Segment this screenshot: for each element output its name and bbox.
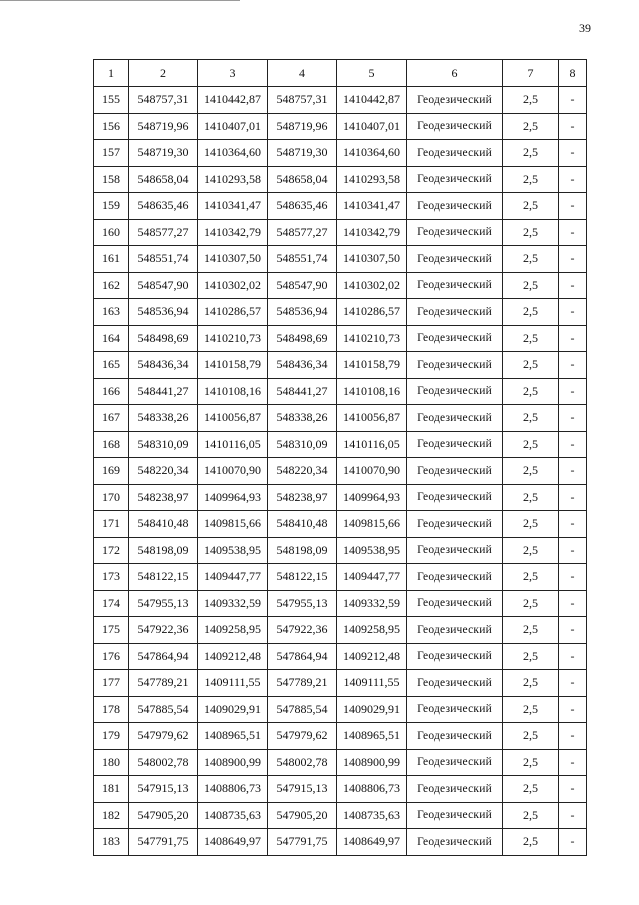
- method-cell: Геодезический: [407, 670, 503, 697]
- note-cell: -: [559, 378, 587, 405]
- x-coordinate-cell: 548658,04: [129, 166, 198, 193]
- table-row: [94, 590, 587, 617]
- x-coordinate-cell: 547955,13: [268, 590, 337, 617]
- y-coordinate-cell: 1410108,16: [337, 378, 407, 405]
- y-coordinate-cell: 1410116,05: [198, 431, 268, 458]
- accuracy-cell: 2,5: [503, 537, 559, 564]
- table-row: [94, 696, 587, 723]
- table-body: [94, 87, 587, 856]
- method-cell: Геодезический: [407, 776, 503, 803]
- accuracy-cell: 2,5: [503, 829, 559, 856]
- header-cell: 8: [559, 60, 587, 87]
- y-coordinate-cell: 1409332,59: [198, 590, 268, 617]
- y-coordinate-cell: 1410342,79: [198, 219, 268, 246]
- note-cell: -: [559, 617, 587, 644]
- y-coordinate-cell: 1410342,79: [337, 219, 407, 246]
- page-number: 39: [579, 21, 591, 35]
- x-coordinate-cell: 547864,94: [129, 643, 198, 670]
- note-cell: -: [559, 193, 587, 220]
- note-cell: -: [559, 537, 587, 564]
- point-number-cell: 182: [94, 802, 129, 829]
- point-number-cell: 157: [94, 140, 129, 167]
- point-number-cell: 155: [94, 87, 129, 114]
- accuracy-cell: 2,5: [503, 325, 559, 352]
- header-cell: 5: [337, 60, 407, 87]
- x-coordinate-cell: 548719,96: [129, 113, 198, 140]
- x-coordinate-cell: 548198,09: [268, 537, 337, 564]
- accuracy-cell: 2,5: [503, 484, 559, 511]
- method-cell: Геодезический: [407, 723, 503, 750]
- table-row: [94, 219, 587, 246]
- y-coordinate-cell: 1410442,87: [198, 87, 268, 114]
- point-number-cell: 167: [94, 405, 129, 432]
- y-coordinate-cell: 1408806,73: [337, 776, 407, 803]
- point-number-cell: 175: [94, 617, 129, 644]
- y-coordinate-cell: 1410293,58: [337, 166, 407, 193]
- x-coordinate-cell: 547789,21: [268, 670, 337, 697]
- table-row: [94, 829, 587, 856]
- y-coordinate-cell: 1410407,01: [198, 113, 268, 140]
- method-cell: Геодезический: [407, 458, 503, 485]
- note-cell: -: [559, 643, 587, 670]
- accuracy-cell: 2,5: [503, 352, 559, 379]
- note-cell: -: [559, 352, 587, 379]
- y-coordinate-cell: 1410307,50: [337, 246, 407, 273]
- y-coordinate-cell: 1410158,79: [198, 352, 268, 379]
- note-cell: -: [559, 802, 587, 829]
- note-cell: -: [559, 670, 587, 697]
- method-cell: Геодезический: [407, 405, 503, 432]
- x-coordinate-cell: 547791,75: [268, 829, 337, 856]
- point-number-cell: 180: [94, 749, 129, 776]
- x-coordinate-cell: 548577,27: [129, 219, 198, 246]
- table-row: [94, 564, 587, 591]
- accuracy-cell: 2,5: [503, 511, 559, 538]
- y-coordinate-cell: 1410056,87: [337, 405, 407, 432]
- y-coordinate-cell: 1410286,57: [337, 299, 407, 326]
- y-coordinate-cell: 1409111,55: [337, 670, 407, 697]
- table-row: [94, 246, 587, 273]
- accuracy-cell: 2,5: [503, 590, 559, 617]
- method-cell: Геодезический: [407, 113, 503, 140]
- method-cell: Геодезический: [407, 166, 503, 193]
- accuracy-cell: 2,5: [503, 696, 559, 723]
- point-number-cell: 174: [94, 590, 129, 617]
- table-row: [94, 405, 587, 432]
- note-cell: -: [559, 723, 587, 750]
- table-row: [94, 670, 587, 697]
- note-cell: -: [559, 113, 587, 140]
- y-coordinate-cell: 1409332,59: [337, 590, 407, 617]
- note-cell: -: [559, 87, 587, 114]
- x-coordinate-cell: 548551,74: [268, 246, 337, 273]
- table-row: [94, 537, 587, 564]
- y-coordinate-cell: 1409212,48: [198, 643, 268, 670]
- y-coordinate-cell: 1410302,02: [198, 272, 268, 299]
- x-coordinate-cell: 547922,36: [129, 617, 198, 644]
- note-cell: -: [559, 219, 587, 246]
- note-cell: -: [559, 696, 587, 723]
- x-coordinate-cell: 547789,21: [129, 670, 198, 697]
- y-coordinate-cell: 1408900,99: [337, 749, 407, 776]
- accuracy-cell: 2,5: [503, 299, 559, 326]
- method-cell: Геодезический: [407, 246, 503, 273]
- accuracy-cell: 2,5: [503, 670, 559, 697]
- y-coordinate-cell: 1409212,48: [337, 643, 407, 670]
- x-coordinate-cell: 548719,30: [129, 140, 198, 167]
- x-coordinate-cell: 548002,78: [129, 749, 198, 776]
- y-coordinate-cell: 1410293,58: [198, 166, 268, 193]
- method-cell: Геодезический: [407, 219, 503, 246]
- point-number-cell: 166: [94, 378, 129, 405]
- note-cell: -: [559, 272, 587, 299]
- y-coordinate-cell: 1408965,51: [337, 723, 407, 750]
- accuracy-cell: 2,5: [503, 643, 559, 670]
- method-cell: Геодезический: [407, 87, 503, 114]
- header-cell: 7: [503, 60, 559, 87]
- x-coordinate-cell: 547791,75: [129, 829, 198, 856]
- y-coordinate-cell: 1409964,93: [198, 484, 268, 511]
- table-row: [94, 272, 587, 299]
- accuracy-cell: 2,5: [503, 378, 559, 405]
- y-coordinate-cell: 1408965,51: [198, 723, 268, 750]
- table-row: [94, 617, 587, 644]
- point-number-cell: 162: [94, 272, 129, 299]
- method-cell: Геодезический: [407, 749, 503, 776]
- y-coordinate-cell: 1410341,47: [198, 193, 268, 220]
- table-row: [94, 378, 587, 405]
- y-coordinate-cell: 1409538,95: [198, 537, 268, 564]
- method-cell: Геодезический: [407, 193, 503, 220]
- x-coordinate-cell: 548658,04: [268, 166, 337, 193]
- accuracy-cell: 2,5: [503, 219, 559, 246]
- table-row: [94, 325, 587, 352]
- method-cell: Геодезический: [407, 272, 503, 299]
- table-row: [94, 87, 587, 114]
- method-cell: Геодезический: [407, 378, 503, 405]
- y-coordinate-cell: 1408900,99: [198, 749, 268, 776]
- y-coordinate-cell: 1409538,95: [337, 537, 407, 564]
- x-coordinate-cell: 548441,27: [268, 378, 337, 405]
- point-number-cell: 164: [94, 325, 129, 352]
- y-coordinate-cell: 1409258,95: [337, 617, 407, 644]
- method-cell: Геодезический: [407, 696, 503, 723]
- accuracy-cell: 2,5: [503, 749, 559, 776]
- note-cell: -: [559, 484, 587, 511]
- x-coordinate-cell: 548310,09: [268, 431, 337, 458]
- x-coordinate-cell: 548310,09: [129, 431, 198, 458]
- y-coordinate-cell: 1410210,73: [337, 325, 407, 352]
- y-coordinate-cell: 1409111,55: [198, 670, 268, 697]
- accuracy-cell: 2,5: [503, 113, 559, 140]
- table-row: [94, 643, 587, 670]
- x-coordinate-cell: 547922,36: [268, 617, 337, 644]
- note-cell: -: [559, 166, 587, 193]
- method-cell: Геодезический: [407, 802, 503, 829]
- note-cell: -: [559, 140, 587, 167]
- y-coordinate-cell: 1409029,91: [198, 696, 268, 723]
- method-cell: Геодезический: [407, 484, 503, 511]
- note-cell: -: [559, 458, 587, 485]
- table-row: [94, 723, 587, 750]
- x-coordinate-cell: 548220,34: [268, 458, 337, 485]
- point-number-cell: 179: [94, 723, 129, 750]
- point-number-cell: 156: [94, 113, 129, 140]
- x-coordinate-cell: 548238,97: [268, 484, 337, 511]
- note-cell: -: [559, 749, 587, 776]
- x-coordinate-cell: 548547,90: [268, 272, 337, 299]
- header-cell: 4: [268, 60, 337, 87]
- x-coordinate-cell: 548338,26: [268, 405, 337, 432]
- table-row: [94, 776, 587, 803]
- table-row: [94, 749, 587, 776]
- x-coordinate-cell: 547864,94: [268, 643, 337, 670]
- x-coordinate-cell: 548410,48: [268, 511, 337, 538]
- x-coordinate-cell: 547885,54: [268, 696, 337, 723]
- accuracy-cell: 2,5: [503, 617, 559, 644]
- x-coordinate-cell: 548238,97: [129, 484, 198, 511]
- note-cell: -: [559, 776, 587, 803]
- accuracy-cell: 2,5: [503, 405, 559, 432]
- y-coordinate-cell: 1410070,90: [337, 458, 407, 485]
- x-coordinate-cell: 548757,31: [268, 87, 337, 114]
- table-row: [94, 511, 587, 538]
- point-number-cell: 163: [94, 299, 129, 326]
- y-coordinate-cell: 1410341,47: [337, 193, 407, 220]
- y-coordinate-cell: 1410364,60: [337, 140, 407, 167]
- x-coordinate-cell: 548577,27: [268, 219, 337, 246]
- method-cell: Геодезический: [407, 299, 503, 326]
- point-number-cell: 160: [94, 219, 129, 246]
- table-row: [94, 458, 587, 485]
- x-coordinate-cell: 547979,62: [129, 723, 198, 750]
- x-coordinate-cell: 548002,78: [268, 749, 337, 776]
- point-number-cell: 178: [94, 696, 129, 723]
- x-coordinate-cell: 548536,94: [268, 299, 337, 326]
- y-coordinate-cell: 1409815,66: [198, 511, 268, 538]
- table-row: [94, 193, 587, 220]
- method-cell: Геодезический: [407, 511, 503, 538]
- point-number-cell: 158: [94, 166, 129, 193]
- y-coordinate-cell: 1410056,87: [198, 405, 268, 432]
- table-row: [94, 113, 587, 140]
- point-number-cell: 172: [94, 537, 129, 564]
- y-coordinate-cell: 1408806,73: [198, 776, 268, 803]
- x-coordinate-cell: 547979,62: [268, 723, 337, 750]
- x-coordinate-cell: 547915,13: [268, 776, 337, 803]
- y-coordinate-cell: 1409258,95: [198, 617, 268, 644]
- x-coordinate-cell: 548498,69: [268, 325, 337, 352]
- note-cell: -: [559, 511, 587, 538]
- accuracy-cell: 2,5: [503, 193, 559, 220]
- coordinates-table: [93, 59, 587, 856]
- method-cell: Геодезический: [407, 537, 503, 564]
- accuracy-cell: 2,5: [503, 458, 559, 485]
- x-coordinate-cell: 548220,34: [129, 458, 198, 485]
- y-coordinate-cell: 1409815,66: [337, 511, 407, 538]
- table-row: [94, 299, 587, 326]
- point-number-cell: 165: [94, 352, 129, 379]
- y-coordinate-cell: 1408649,97: [337, 829, 407, 856]
- point-number-cell: 169: [94, 458, 129, 485]
- x-coordinate-cell: 548635,46: [129, 193, 198, 220]
- note-cell: -: [559, 564, 587, 591]
- y-coordinate-cell: 1410302,02: [337, 272, 407, 299]
- x-coordinate-cell: 548635,46: [268, 193, 337, 220]
- method-cell: Геодезический: [407, 590, 503, 617]
- top-rule: [0, 0, 240, 1]
- note-cell: -: [559, 431, 587, 458]
- x-coordinate-cell: 548498,69: [129, 325, 198, 352]
- method-cell: Геодезический: [407, 352, 503, 379]
- accuracy-cell: 2,5: [503, 166, 559, 193]
- point-number-cell: 181: [94, 776, 129, 803]
- method-cell: Геодезический: [407, 617, 503, 644]
- accuracy-cell: 2,5: [503, 802, 559, 829]
- point-number-cell: 171: [94, 511, 129, 538]
- table-row: [94, 352, 587, 379]
- x-coordinate-cell: 548547,90: [129, 272, 198, 299]
- x-coordinate-cell: 547955,13: [129, 590, 198, 617]
- y-coordinate-cell: 1410364,60: [198, 140, 268, 167]
- y-coordinate-cell: 1408735,63: [198, 802, 268, 829]
- table-row: [94, 431, 587, 458]
- point-number-cell: 170: [94, 484, 129, 511]
- method-cell: Геодезический: [407, 829, 503, 856]
- method-cell: Геодезический: [407, 140, 503, 167]
- accuracy-cell: 2,5: [503, 564, 559, 591]
- method-cell: Геодезический: [407, 325, 503, 352]
- y-coordinate-cell: 1410407,01: [337, 113, 407, 140]
- x-coordinate-cell: 548757,31: [129, 87, 198, 114]
- x-coordinate-cell: 547915,13: [129, 776, 198, 803]
- point-number-cell: 183: [94, 829, 129, 856]
- x-coordinate-cell: 547905,20: [268, 802, 337, 829]
- x-coordinate-cell: 548198,09: [129, 537, 198, 564]
- header-cell: 3: [198, 60, 268, 87]
- point-number-cell: 173: [94, 564, 129, 591]
- table-row: [94, 140, 587, 167]
- point-number-cell: 161: [94, 246, 129, 273]
- y-coordinate-cell: 1409029,91: [337, 696, 407, 723]
- x-coordinate-cell: 548441,27: [129, 378, 198, 405]
- note-cell: -: [559, 325, 587, 352]
- y-coordinate-cell: 1410210,73: [198, 325, 268, 352]
- x-coordinate-cell: 548536,94: [129, 299, 198, 326]
- point-number-cell: 176: [94, 643, 129, 670]
- y-coordinate-cell: 1409447,77: [337, 564, 407, 591]
- header-cell: 6: [407, 60, 503, 87]
- point-number-cell: 177: [94, 670, 129, 697]
- x-coordinate-cell: 548719,96: [268, 113, 337, 140]
- x-coordinate-cell: 548410,48: [129, 511, 198, 538]
- accuracy-cell: 2,5: [503, 431, 559, 458]
- header-cell: 1: [94, 60, 129, 87]
- y-coordinate-cell: 1410108,16: [198, 378, 268, 405]
- y-coordinate-cell: 1410070,90: [198, 458, 268, 485]
- note-cell: -: [559, 246, 587, 273]
- point-number-cell: 159: [94, 193, 129, 220]
- y-coordinate-cell: 1409964,93: [337, 484, 407, 511]
- y-coordinate-cell: 1409447,77: [198, 564, 268, 591]
- y-coordinate-cell: 1410116,05: [337, 431, 407, 458]
- x-coordinate-cell: 547885,54: [129, 696, 198, 723]
- header-row: [94, 60, 587, 87]
- note-cell: -: [559, 405, 587, 432]
- note-cell: -: [559, 829, 587, 856]
- y-coordinate-cell: 1408735,63: [337, 802, 407, 829]
- x-coordinate-cell: 548436,34: [129, 352, 198, 379]
- y-coordinate-cell: 1410158,79: [337, 352, 407, 379]
- x-coordinate-cell: 548122,15: [129, 564, 198, 591]
- header-cell: 2: [129, 60, 198, 87]
- accuracy-cell: 2,5: [503, 87, 559, 114]
- x-coordinate-cell: 548338,26: [129, 405, 198, 432]
- x-coordinate-cell: 548551,74: [129, 246, 198, 273]
- method-cell: Геодезический: [407, 431, 503, 458]
- table-row: [94, 166, 587, 193]
- x-coordinate-cell: 548122,15: [268, 564, 337, 591]
- method-cell: Геодезический: [407, 643, 503, 670]
- y-coordinate-cell: 1410286,57: [198, 299, 268, 326]
- y-coordinate-cell: 1408649,97: [198, 829, 268, 856]
- note-cell: -: [559, 299, 587, 326]
- accuracy-cell: 2,5: [503, 723, 559, 750]
- x-coordinate-cell: 548719,30: [268, 140, 337, 167]
- x-coordinate-cell: 548436,34: [268, 352, 337, 379]
- accuracy-cell: 2,5: [503, 272, 559, 299]
- point-number-cell: 168: [94, 431, 129, 458]
- accuracy-cell: 2,5: [503, 140, 559, 167]
- method-cell: Геодезический: [407, 564, 503, 591]
- y-coordinate-cell: 1410442,87: [337, 87, 407, 114]
- note-cell: -: [559, 590, 587, 617]
- y-coordinate-cell: 1410307,50: [198, 246, 268, 273]
- table-row: [94, 484, 587, 511]
- accuracy-cell: 2,5: [503, 776, 559, 803]
- x-coordinate-cell: 547905,20: [129, 802, 198, 829]
- accuracy-cell: 2,5: [503, 246, 559, 273]
- table-row: [94, 802, 587, 829]
